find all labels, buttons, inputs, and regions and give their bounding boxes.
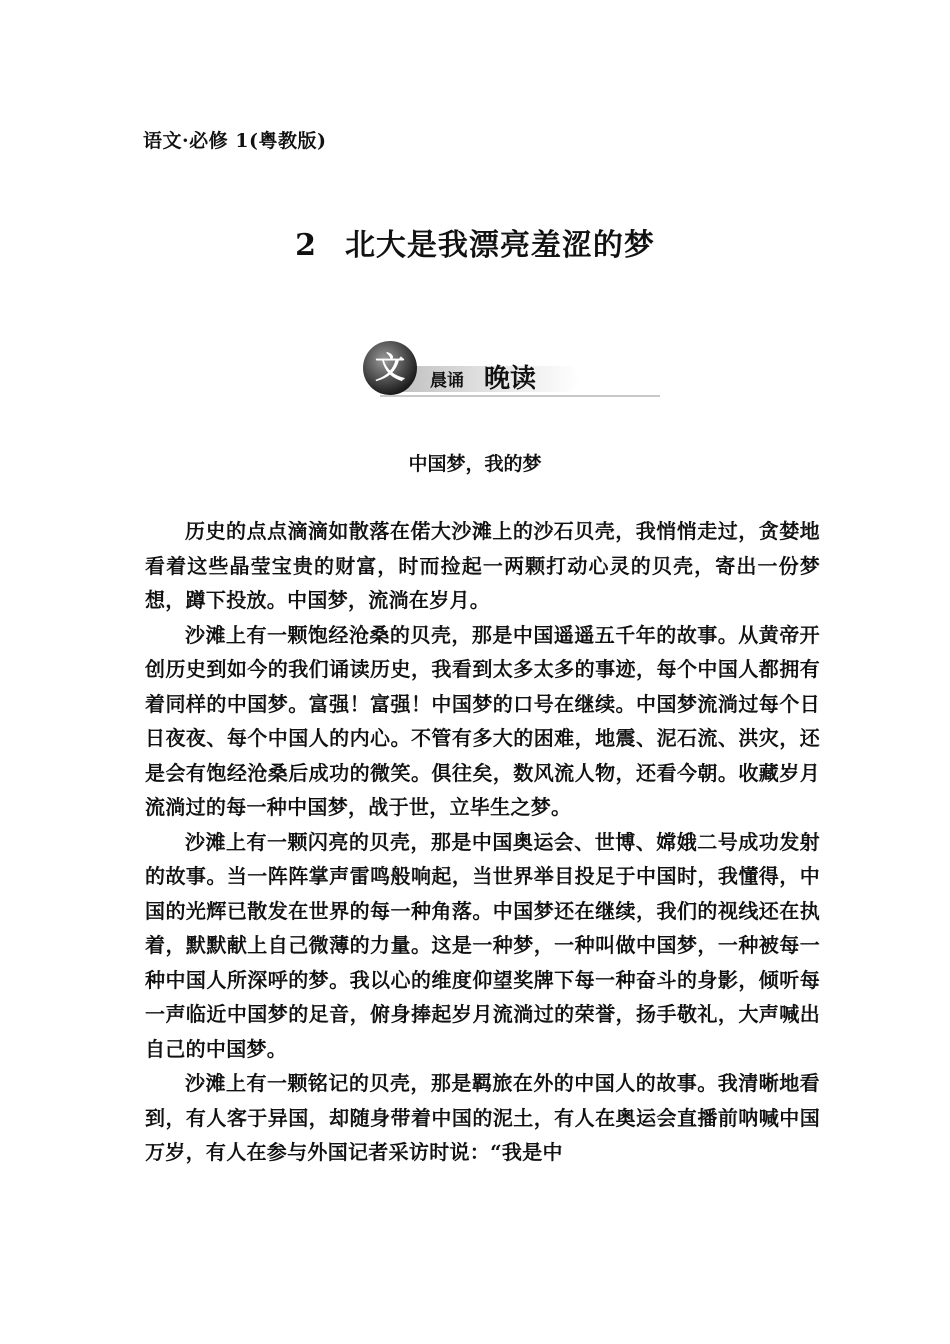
page-header: 语文·必修 1(粤教版) bbox=[143, 130, 327, 152]
lesson-title-text: 北大是我漂亮羞涩的梦 bbox=[344, 228, 655, 263]
lesson-number: 2 bbox=[295, 228, 317, 263]
section-title: 中国梦，我的梦 bbox=[408, 453, 542, 475]
banner-label-small: 晨诵 bbox=[430, 371, 464, 391]
banner-label-large: 晚读 bbox=[484, 364, 537, 394]
section-banner bbox=[360, 340, 660, 400]
paragraph: 沙滩上有一颗闪亮的贝壳，那是中国奥运会、世博、嫦娥二号成功发射的故事。当一阵阵掌声雷鸣般响起，当世界举目投足于中国时，我懂得，中国的光辉已散发在世界的每一种角落。中国梦还在继续，我们的视线还在执着，默默献上自己微薄的力量。这是一种梦，一种叫做中国梦，一种被每一种中国人所深呼的梦。我以心的维度仰望奖牌下每一种奋斗的身影，倾听每一声临近中国梦的足音，俯身捧起岁月流淌过的荣誉，扬手敬礼，大声喊出自己的中国梦。 bbox=[145, 829, 820, 1061]
paragraph: 沙滩上有一颗饱经沧桑的贝壳，那是中国遥遥五千年的故事。从黄帝开创历史到如今的我们诵读历史，我看到太多太多的事迹，每个中国人都拥有着同样的中国梦。富强！富强！中国梦的口号在继续。中国梦流淌过每个日日夜夜、每个中国人的内心。不管有多大的困难，地震、泥石流、洪灾，还是会有饱经沧桑后成功的微笑。俱往矣，数风流人物，还看今朝。收藏岁月流淌过的每一种中国梦，战于世，立毕生之梦。 bbox=[145, 622, 820, 819]
article-body bbox=[145, 514, 820, 1170]
paragraph: 历史的点点滴滴如散落在偌大沙滩上的沙石贝壳，我悄悄走过，贪婪地看着这些晶莹宝贵的财富，时而捡起一两颗打动心灵的贝壳，寄出一份梦想，蹲下投放。中国梦，流淌在岁月。 bbox=[145, 519, 820, 612]
banner-icon-char: 文 bbox=[375, 351, 405, 386]
lesson-title bbox=[0, 220, 950, 264]
paragraph: 沙滩上有一颗铭记的贝壳，那是羁旅在外的中国人的故事。我清晰地看到，有人客于异国，却随身带着中国的泥土，有人在奥运会直播前呐喊中国万岁，有人在参与外国记者采访时说：“我是中 bbox=[145, 1071, 820, 1164]
